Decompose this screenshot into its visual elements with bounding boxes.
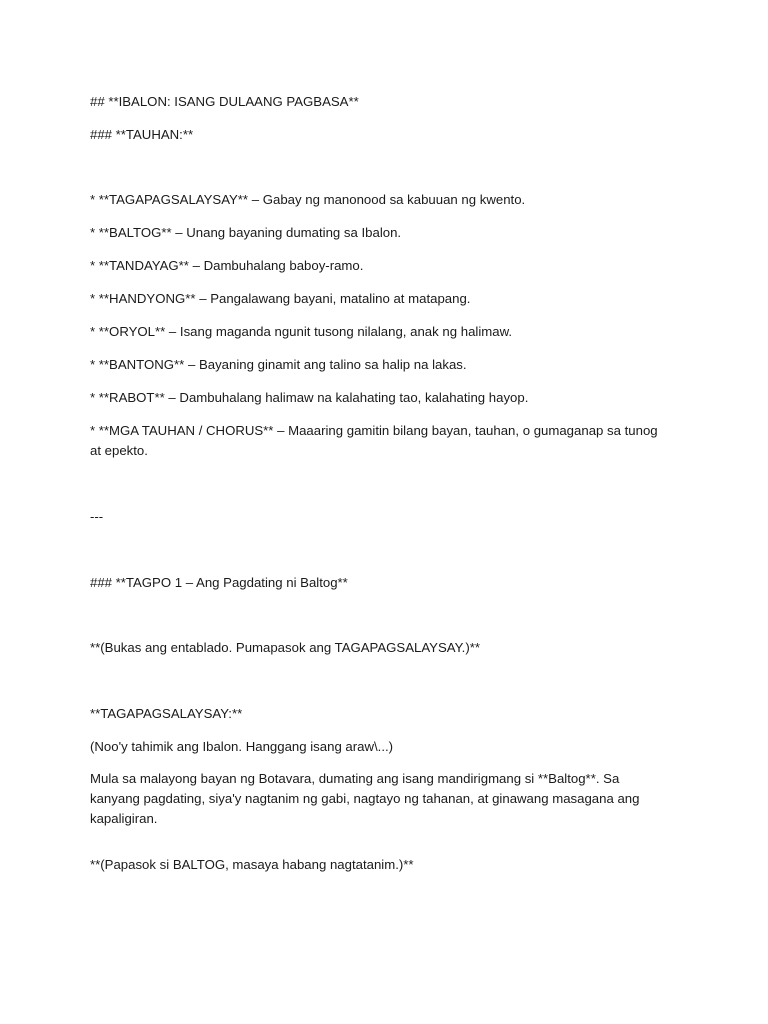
character-item-oryol: * **ORYOL** – Isang maganda ngunit tusong nilalang, anak ng halimaw. (90, 324, 513, 339)
stage-direction-opening: **(Bukas ang entablado. Pumapasok ang TAGAPAGSALAYSAY.)** (90, 640, 480, 655)
characters-heading: ### **TAUHAN:** (90, 127, 194, 142)
character-item-baltog: * **BALTOG** – Unang bayaning dumating sa Ibalon. (90, 225, 402, 240)
document-title: ## **IBALON: ISANG DULAANG PAGBASA** (90, 94, 359, 109)
character-item-tandayag: * **TANDAYAG** – Dambuhalang baboy-ramo. (90, 258, 364, 273)
character-item-tagapagsalaysay: * **TAGAPAGSALAYSAY** – Gabay ng manonood sa kabuuan ng kwento. (90, 192, 526, 207)
speaker-label: **TAGAPAGSALAYSAY:** (90, 706, 243, 721)
character-item-rabot: * **RABOT** – Dambuhalang halimaw na kalahating tao, kalahating hayop. (90, 390, 529, 405)
stage-direction-baltog: **(Papasok si BALTOG, masaya habang nagtatanim.)** (90, 857, 414, 872)
character-item-handyong: * **HANDYONG** – Pangalawang bayani, matalino at matapang. (90, 291, 471, 306)
narration-line-2: Mula sa malayong bayan ng Botavara, dumating ang isang mandirigmang si **Baltog**. Sa kanyang pagdating, siya'y nagtanim ng gabi, nagtayo ng tahanan, at ginawang masagana ang kapaligiran. (90, 771, 640, 826)
scene-heading: ### **TAGPO 1 – Ang Pagdating ni Baltog** (90, 575, 348, 590)
narration-line-1: (Noo'y tahimik ang Ibalon. Hanggang isang araw\...) (90, 739, 394, 754)
character-item-chorus: * **MGA TAUHAN / CHORUS** – Maaaring gamitin bilang bayan, tauhan, o gumaganap sa tunog at epekto. (90, 423, 658, 458)
section-divider: --- (90, 509, 104, 524)
character-item-bantong: * **BANTONG** – Bayaning ginamit ang talino sa halip na lakas. (90, 357, 467, 372)
